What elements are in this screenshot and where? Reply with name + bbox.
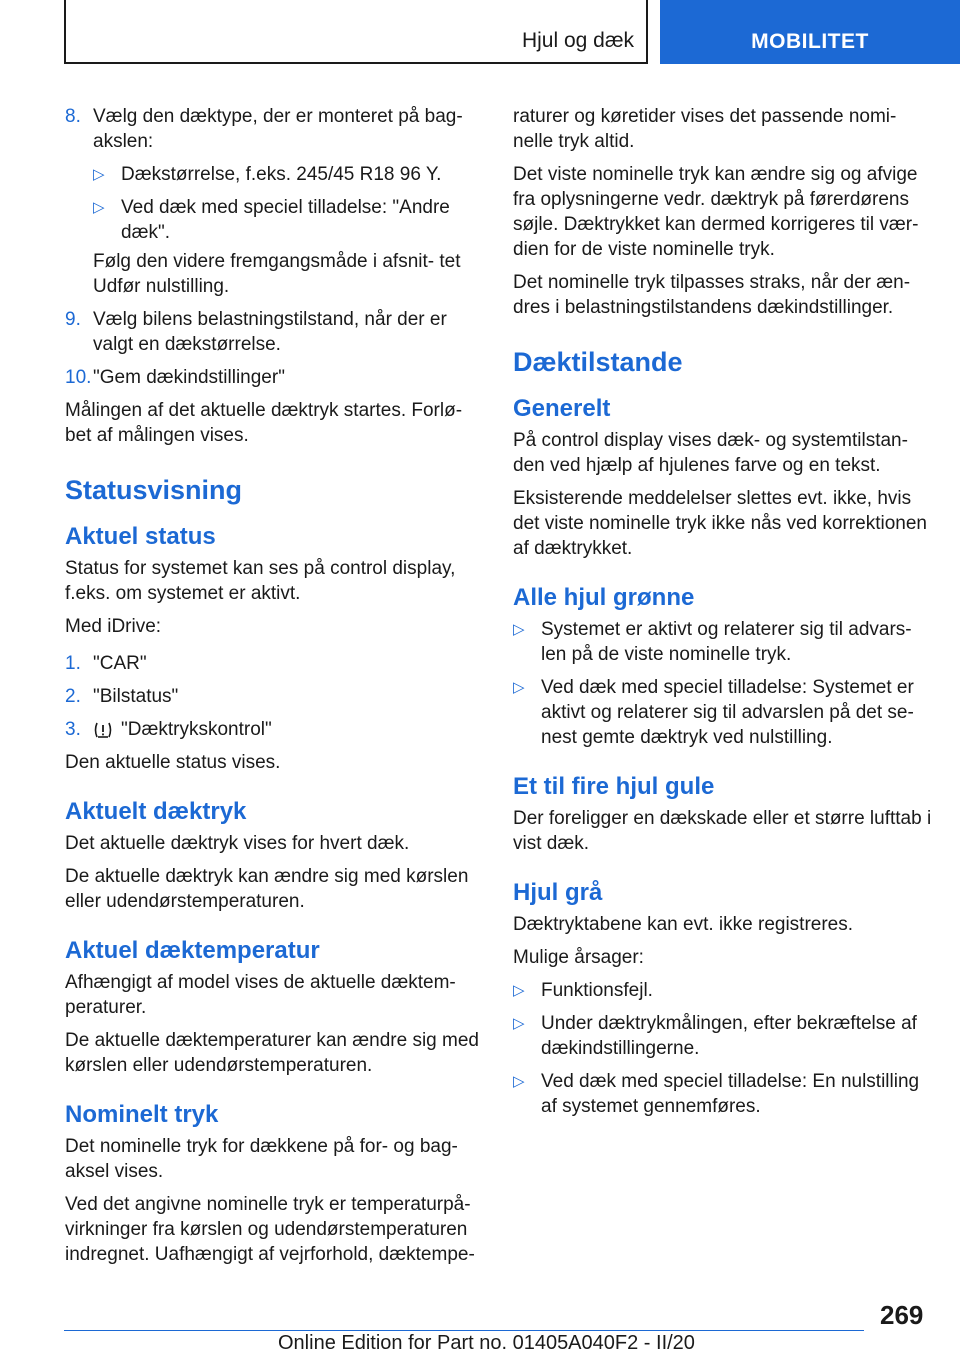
paragraph: De aktuelle dæktryk kan ændre sig med kørslen eller udendørstemperaturen. <box>65 866 469 912</box>
paragraph: Det viste nominelle tryk kan ændre sig og afvige fra oplysningerne vedr. dæktryk på førerdørens søjle. Dæktrykket kan dermed korrigeres til vær- dien for de viste nominelle tryk. <box>513 164 919 260</box>
heading-generelt: Generelt <box>513 395 611 422</box>
bullet-list <box>513 978 933 1119</box>
paragraph: Status for systemet kan ses på control display, f.eks. om systemet er aktivt. <box>65 558 456 604</box>
step-number: 9. <box>65 309 81 330</box>
list-item: ▷ Funktionsfejl. <box>513 980 653 1001</box>
list-item: ▷ Ved dæk med speciel tilladelse: En nulstilling af systemet gennemføres. <box>513 1071 920 1117</box>
heading-daektilstande: Dæktilstande <box>513 347 683 377</box>
heading-hjul-graa: Hjul grå <box>513 879 603 906</box>
step-8-note: Følg den videre fremgangsmåde i afsnit- tet Udfør nulstilling. <box>93 251 461 297</box>
list-item: ▷ Ved dæk med speciel tilladelse: Systemet er aktivt og relaterer sig til advarslen på det se- nest gemte dæktryk ved nulstilling. <box>513 677 914 748</box>
heading-et-til-fire-hjul-gule: Et til fire hjul gule <box>513 773 715 800</box>
paragraph: De aktuelle dæktemperaturer kan ændre sig med kørslen eller udendørstemperaturen. <box>65 1030 479 1076</box>
section-title: Hjul og dæk <box>521 29 634 52</box>
list-item: ▷ Ved dæk med speciel tilladelse: "Andre dæk". <box>93 197 450 243</box>
heading-aktuel-daektemperatur: Aktuel dæktemperatur <box>65 937 320 964</box>
paragraph: raturer og køretider vises det passende nomi- nelle tryk altid. <box>513 106 897 152</box>
footer-edition <box>278 1332 695 1355</box>
step-10 <box>65 365 485 390</box>
step-number: 10. <box>65 367 92 388</box>
paragraph: Den aktuelle status vises. <box>65 752 281 773</box>
step-number: 8. <box>65 106 81 127</box>
step-8-options <box>93 162 485 299</box>
paragraph: Der foreligger en dækskade eller et større lufttab i vist dæk. <box>513 808 932 854</box>
heading-aktuel-status: Aktuel status <box>65 523 216 550</box>
edition-text: Online Edition for Part no. 01405A040F2 - II/20 <box>278 1332 695 1354</box>
triangle-right-icon: ▷ <box>513 679 525 696</box>
step-2: 2. "Bilstatus" <box>65 686 179 707</box>
triangle-right-icon: ▷ <box>513 982 525 999</box>
triangle-right-icon: ▷ <box>513 621 525 638</box>
tire-pressure-warning-icon <box>93 721 113 739</box>
paragraph: Ved det angivne nominelle tryk er temperaturpå- virkninger fra kørslen og udendørstemperaturen indregnet. Uafhængigt af vejrforhold, dæktempe- <box>65 1194 475 1265</box>
list-item: ▷ Under dæktrykmålingen, efter bekræftelse af dækindstillingerne. <box>513 1013 917 1059</box>
triangle-right-icon: ▷ <box>513 1015 525 1032</box>
step-text: Vælg bilens belastningstilstand, når der er valgt en dækstørrelse. <box>93 309 447 355</box>
triangle-right-icon: ▷ <box>93 199 105 216</box>
step-8 <box>65 104 485 154</box>
bullet-list <box>513 617 933 750</box>
step-text: Vælg den dæktype, der er monteret på bag- akslen: <box>93 106 463 152</box>
triangle-right-icon: ▷ <box>93 166 105 183</box>
footer-divider <box>64 1330 864 1331</box>
list-item: ▷ Systemet er aktivt og relaterer sig til advars- len på de viste nominelle tryk. <box>513 619 912 665</box>
measure-text: Målingen af det aktuelle dæktryk startes. Forlø- bet af målingen vises. <box>65 400 463 446</box>
paragraph: Det aktuelle dæktryk vises for hvert dæk. <box>65 833 410 854</box>
chapter-tab[interactable] <box>660 0 960 64</box>
heading-alle-hjul-groenne: Alle hjul grønne <box>513 584 695 611</box>
paragraph: Afhængigt af model vises de aktuelle dæktem- peraturer. <box>65 972 456 1018</box>
left-column <box>65 104 485 1275</box>
paragraph: På control display vises dæk- og systemtilstan- den ved hjælp af hjulenes farve og en tekst. <box>513 430 908 476</box>
heading-nominelt-tryk: Nominelt tryk <box>65 1101 219 1128</box>
page-number: 269 <box>880 1300 924 1330</box>
paragraph: Det nominelle tryk for dækkene på for- og bag- aksel vises. <box>65 1136 458 1182</box>
paragraph: Dæktryktabene kan evt. ikke registreres. <box>513 914 854 935</box>
triangle-right-icon: ▷ <box>513 1073 525 1090</box>
heading-statusvisning: Statusvisning <box>65 475 243 505</box>
chapter-title: MOBILITET <box>751 30 869 53</box>
right-column <box>513 104 933 1127</box>
paragraph: Mulige årsager: <box>513 947 644 968</box>
step-9 <box>65 307 485 357</box>
paragraph: Det nominelle tryk tilpasses straks, når der æn- dres i belastningstilstandens dækindstillinger. <box>513 272 911 318</box>
step-1: 1. "CAR" <box>65 653 147 674</box>
paragraph: Eksisterende meddelelser slettes evt. ikke, hvis det viste nominelle tryk ikke nås ved korrektionen af dæktrykket. <box>513 488 927 559</box>
step-3: 3. "Dæktrykskontrol" <box>65 719 272 740</box>
step-text: "Gem dækindstillinger" <box>93 367 285 388</box>
header-section-box <box>64 0 648 64</box>
heading-aktuelt-daektryk: Aktuelt dæktryk <box>65 798 247 825</box>
paragraph: Med iDrive: <box>65 616 162 637</box>
list-item: ▷ Dækstørrelse, f.eks. 245/45 R18 96 Y. <box>93 164 442 185</box>
